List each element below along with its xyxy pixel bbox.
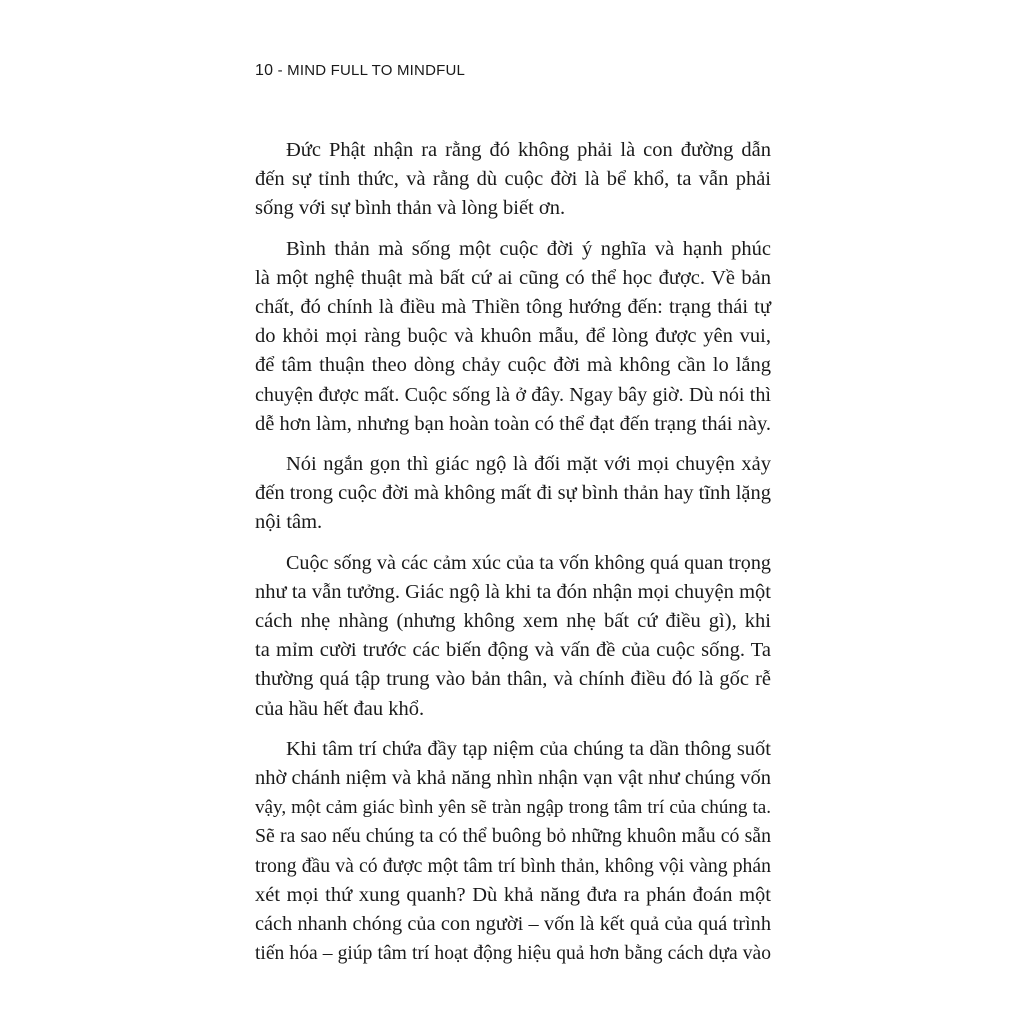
text-line: cách nhanh chóng của con người – vốn là kết quả của quá trình [255,913,771,936]
text-line: Cuộc sống và các cảm xúc của ta vốn không quá quan trọng [286,551,771,574]
paragraph [255,735,771,969]
text-line: của hầu hết đau khổ. [255,697,425,720]
paragraph [255,549,771,724]
text-line: tiến hóa – giúp tâm trí hoạt động hiệu quả hơn bằng cách dựa vào [255,943,771,965]
text-line: như ta vẫn tưởng. Giác ngộ là khi ta đón nhận mọi chuyện một [255,580,771,603]
text-line: nhờ chánh niệm và khả năng nhìn nhận vạn vật như chúng vốn [255,767,771,790]
running-header [255,62,465,80]
text-line: nội tâm. [255,511,323,534]
header-separator: - [273,62,288,79]
text-line: chuyện được mất. Cuộc sống là ở đây. Ngay bây giờ. Dù nói thì [255,383,771,406]
text-line: để tâm thuận theo dòng chảy cuộc đời mà không cần lo lắng [255,354,771,377]
text-line: đến trong cuộc đời mà không mất đi sự bình thản hay tĩnh lặng [255,482,771,505]
text-line: dễ hơn làm, nhưng bạn hoàn toàn có thể đạt đến trạng thái này. [255,412,771,435]
text-line: Sẽ ra sao nếu chúng ta có thể buông bỏ những khuôn mẫu có sẵn [255,825,771,848]
text-line: đến sự tỉnh thức, và rằng dù cuộc đời là bể khổ, ta vẫn phải [255,168,771,191]
text-line: Bình thản mà sống một cuộc đời ý nghĩa và hạnh phúc [286,237,771,260]
text-line: ta mỉm cười trước các biến động và vấn đề của cuộc sống. Ta [255,639,771,662]
text-line: sống với sự bình thản và lòng biết ơn. [255,197,566,220]
body-text [255,136,771,979]
text-line: Khi tâm trí chứa đầy tạp niệm của chúng ta dần thông suốt [286,737,771,760]
paragraph [255,136,771,224]
text-line: thường quá tập trung vào bản thân, và chính điều đó là gốc rễ [255,668,771,691]
text-line: cách nhẹ nhàng (nhưng không xem nhẹ bất cứ điều gì), khi [255,610,771,633]
book-title: MIND FULL TO MINDFUL [287,62,466,79]
page-number: 10 [255,62,274,79]
text-line: xét mọi thứ xung quanh? Dù khả năng đưa ra phán đoán một [255,883,771,906]
text-line: Nói ngắn gọn thì giác ngộ là đối mặt với mọi chuyện xảy [286,453,771,476]
text-line: Đức Phật nhận ra rằng đó không phải là con đường dẫn [286,139,771,161]
text-line: vậy, một cảm giác bình yên sẽ tràn ngập trong tâm trí của chúng ta. [255,797,771,819]
text-line: là một nghệ thuật mà bất cứ ai cũng có thể học được. Về bản [255,266,771,289]
paragraph [255,450,771,538]
text-line: chất, đó chính là điều mà Thiền tông hướng đến: trạng thái tự [255,296,771,319]
paragraph [255,235,771,439]
text-line: trong đầu và có được một tâm trí bình thản, không vội vàng phán [255,854,771,877]
text-line: do khỏi mọi ràng buộc và khuôn mẫu, để lòng được yên vui, [255,325,771,348]
